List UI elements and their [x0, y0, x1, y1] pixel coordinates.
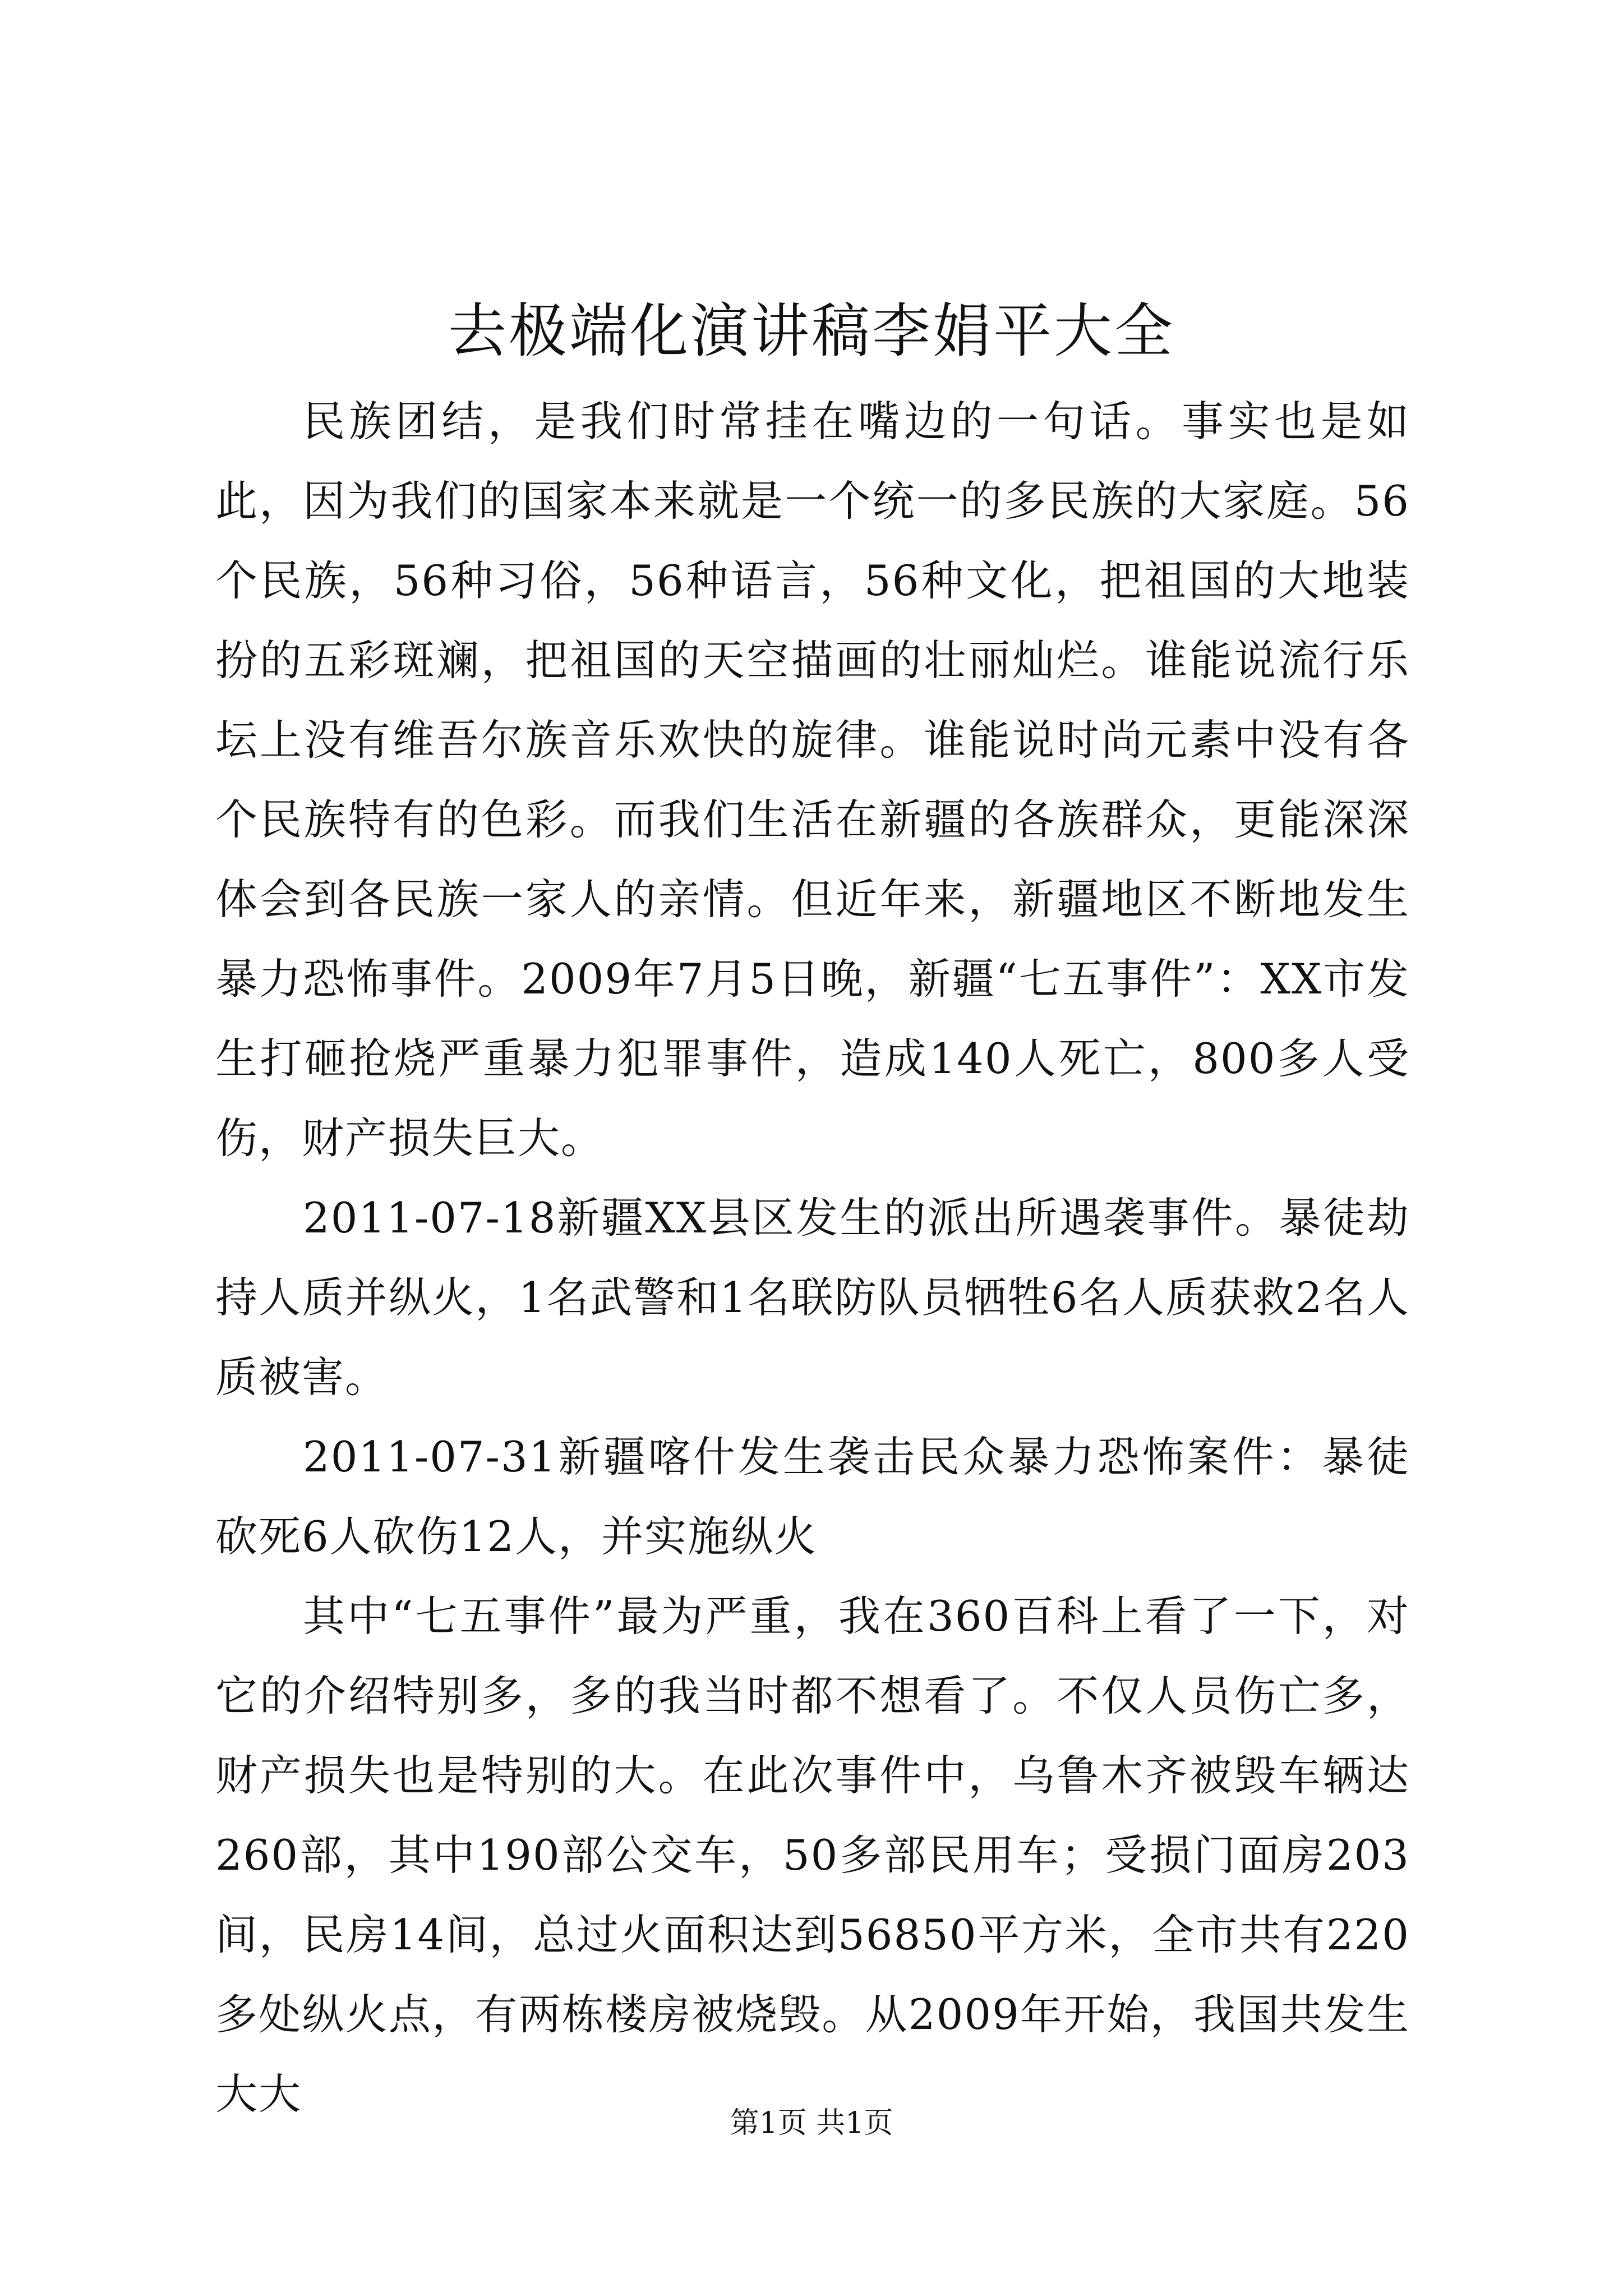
paragraph-3: 2011-07-31新疆喀什发生袭击民众暴力恐怖案件：暴徒砍死6人砍伤12人，并实施纵火 [215, 1432, 1410, 1561]
paragraph-4: 其中“七五事件”最为严重，我在360百科上看了一下，对它的介绍特别多，多的我当时都不想看了。不仅人员伤亡多，财产损失也是特别的大。在此次事件中，乌鲁木齐被毁车辆达260部，其中190部公交车，50多部民用车；受损门面房203间，民房14间，总过火面积达到56850平方米，全市共有220多处纵火点，有两栋楼房被烧毁。从2009年开始，我国共发生大大 [215, 1591, 1410, 2119]
page-footer: 第1页 共1页 [730, 2106, 893, 2140]
paragraph-2: 2011-07-18新疆XX县区发生的派出所遇袭事件。暴徒劫持人质并纵火，1名武警和1名联防队员牺牲6名人质获救2名人质被害。 [215, 1193, 1410, 1402]
document-title: 去极端化演讲稿李娟平大全 [448, 297, 1175, 365]
document-body [215, 381, 1410, 2134]
paragraph-1: 民族团结，是我们时常挂在嘴边的一句话。事实也是如此，因为我们的国家本来就是一个统一的多民族的大家庭。56个民族，56种习俗，56种语言，56种文化，把祖国的大地装扮的五彩斑斓，把祖国的天空描画的壮丽灿烂。谁能说流行乐坛上没有维吾尔族音乐欢快的旋律。谁能说时尚元素中没有各个民族特有的色彩。而我们生活在新疆的各族群众，更能深深体会到各民族一家人的亲情。但近年来，新疆地区不断地发生暴力恐怖事件。2009年7月5日晚，新疆“七五事件”：XX市发生打砸抢烧严重暴力犯罪事件，造成140人死亡，800多人受伤，财产损失巨大。 [215, 397, 1410, 1163]
